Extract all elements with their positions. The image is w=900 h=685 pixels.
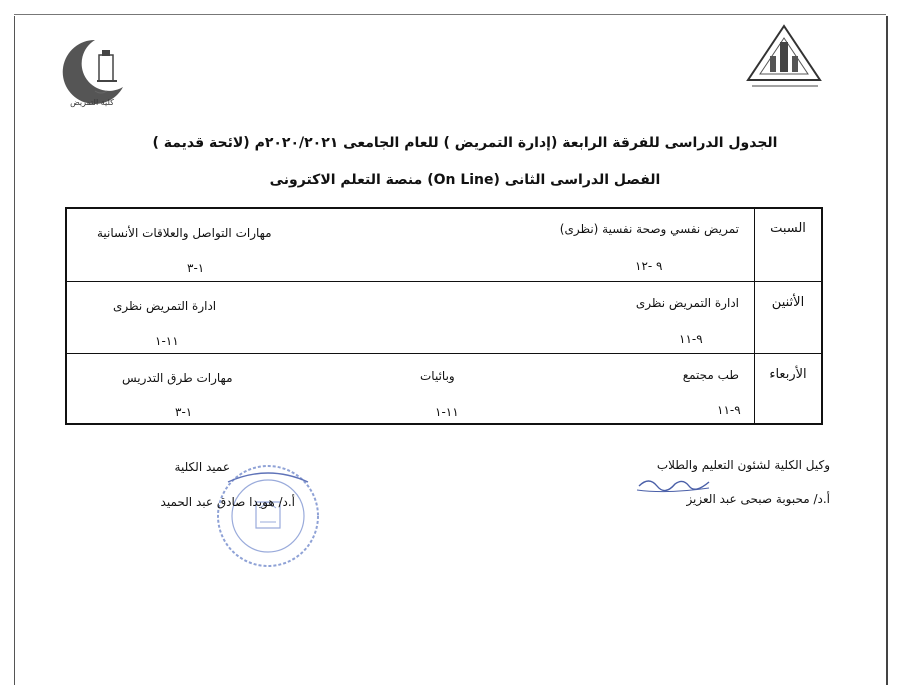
logo-caption: كلية التمريض xyxy=(70,98,114,107)
monday-time-2: ١١-١ xyxy=(155,334,179,348)
vice-dean-title: وكيل الكلية لشئون التعليم والطلاب xyxy=(656,458,830,472)
day-saturday: السبت xyxy=(770,221,806,236)
saturday-course-1: تمريض نفسي وصحة نفسية (نظرى) xyxy=(559,222,739,236)
dean-name: أ.د/ هويدا صادق عبد الحميد xyxy=(160,495,295,509)
wednesday-time-1: ٩-١١ xyxy=(717,403,741,417)
university-logo xyxy=(742,22,827,92)
saturday-course-2: مهارات التواصل والعلاقات الأنسانية xyxy=(97,226,272,240)
monday-time-1: ٩-١١ xyxy=(679,332,703,346)
saturday-time-2: ١-٣ xyxy=(187,261,205,275)
vice-dean-signature xyxy=(635,472,715,494)
schedule-title: الجدول الدراسى للفرقة الرابعة (إدارة التمريض ) للعام الجامعى ٢٠٢٠/٢٠٢١م (لائحة قديمة ) xyxy=(152,135,778,151)
wednesday-time-2: ١١-١ xyxy=(435,405,459,419)
wednesday-course-2: وبائيات xyxy=(420,369,455,383)
row-divider xyxy=(67,353,821,354)
vice-dean-name: أ.د/ محبوبة صبحى عبد العزيز xyxy=(686,492,830,506)
wednesday-time-3: ١-٣ xyxy=(175,405,193,419)
day-monday: الأثنين xyxy=(771,295,805,310)
page-border-left xyxy=(14,16,15,685)
wednesday-course-3: مهارات طرق التدريس xyxy=(122,371,233,385)
dean-title: عميد الكلية xyxy=(174,460,230,474)
day-wednesday: الأربعاء xyxy=(769,367,807,382)
page-border-right xyxy=(886,16,888,685)
official-stamp xyxy=(208,460,328,570)
semester-subtitle: الفصل الدراسى الثانى (On Line) منصة التعلم الاكترونى xyxy=(269,172,661,188)
row-divider xyxy=(67,281,821,282)
page-border-top xyxy=(14,14,886,15)
monday-course-2: ادارة التمريض نظرى xyxy=(113,299,217,313)
wednesday-course-1: طب مجتمع xyxy=(682,368,739,382)
monday-course-1: ادارة التمريض نظرى xyxy=(635,296,739,310)
day-column-divider xyxy=(754,209,755,423)
saturday-time-1: ٩ -١٢ xyxy=(635,259,663,273)
schedule-table xyxy=(65,207,823,425)
